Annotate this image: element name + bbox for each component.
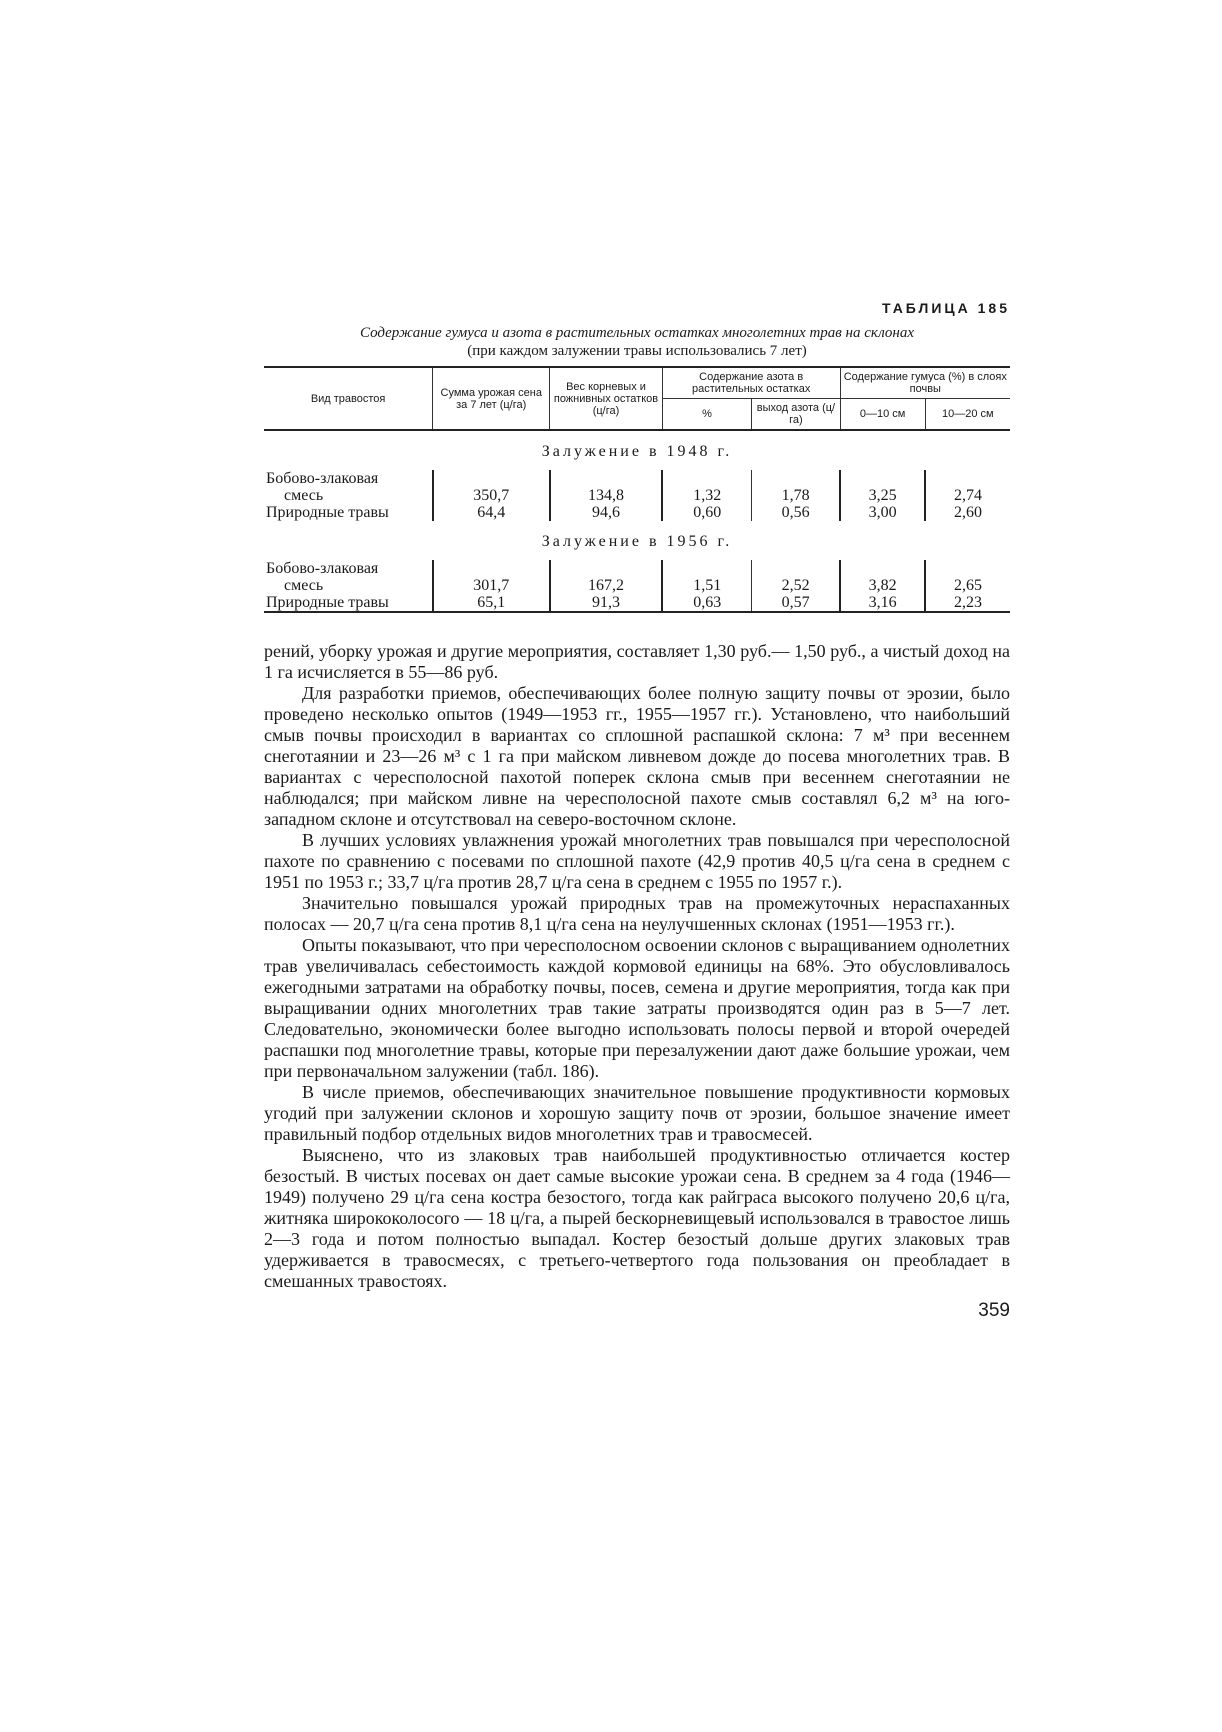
header-stand: Вид травостоя: [264, 367, 433, 430]
table-row: [264, 594, 1010, 612]
paragraph: В лучших условиях увлажнения урожай многолетних трав повышался при чересполосной пахоте по сравнению с посевами по сплошной пахоте (42,9 против 40,5 ц/га сена в среднем с 1951 по 1953 г.; 33,7 ц/га против 28,7 ц/га сена в среднем с 1955 по 1957 г.).: [264, 830, 1010, 892]
header-humus-0-10: 0—10 см: [840, 399, 925, 431]
header-hay-yield: Сумма урожая сена за 7 лет (ц/га): [433, 367, 550, 430]
cell-humus-1: 3,82: [840, 577, 925, 594]
cell-roots: 94,6: [550, 504, 662, 521]
data-table: [264, 366, 1010, 613]
cell-humus-1: 3,16: [840, 594, 925, 612]
cell-hay: 301,7: [433, 577, 550, 594]
cell-humus-2: 2,60: [925, 504, 1010, 521]
cell-hay: 65,1: [433, 594, 550, 612]
cell-n-yield: 0,57: [752, 594, 840, 612]
header-humus-10-20: 10—20 см: [925, 399, 1010, 431]
cell-n-pct: 0,60: [662, 504, 752, 521]
stand-name: Бобово-злаковая: [266, 470, 379, 487]
stand-name-cont: смесь: [284, 577, 324, 594]
stand-name: Природные травы: [266, 504, 389, 521]
section-1956: [264, 521, 1010, 612]
paragraph: Выяснено, что из злаковых трав наибольшей продуктивностью отличается костер безостый. В чистых посевах он дает самые высокие урожаи сена. В среднем за 4 года (1946—1949) получено 29 ц/га сена костра безостого, тогда как райграса высокого получено 20,6 ц/га, житняка ширококолосого — 18 ц/га, а пырей бескорневищевый использовался в травостое лишь 2—3 года и потом полностью выпадал. Костер безостый дольше других злаковых трав удерживается в травосмесях, с третьего-четвертого года пользования он преобладает в смешанных травостоях.: [264, 1145, 1010, 1291]
cell-roots: 134,8: [550, 487, 662, 504]
cell-n-pct: 0,63: [662, 594, 752, 612]
paragraph: Значительно повышался урожай природных трав на промежуточных нераспаханных полосах — 20,7 ц/га сена против 8,1 ц/га сена на неулучшенных склонах (1951—1953 гг.).: [264, 893, 1010, 934]
table-row: [264, 470, 1010, 487]
section-1948: [264, 430, 1010, 521]
cell-roots: 91,3: [550, 594, 662, 612]
cell-n-yield: 0,56: [752, 504, 840, 521]
cell-humus-2: 2,74: [925, 487, 1010, 504]
table-title: Содержание гумуса и азота в растительных остатках многолетних трав на склонах: [359, 325, 915, 341]
stand-name-cont: смесь: [284, 487, 324, 504]
table-subtitle: (при каждом залужении травы использовались 7 лет): [467, 343, 807, 359]
stand-name: Бобово-злаковая: [266, 560, 379, 577]
header-nitrogen-yield: выход азота (ц/га): [752, 399, 840, 431]
cell-n-yield: 2,52: [752, 577, 840, 594]
cell-humus-1: 3,00: [840, 504, 925, 521]
paragraph: В числе приемов, обеспечивающих значительное повышение продуктивности кормовых угодий при залужении склонов и хорошую защиту почв от эрозии, большое значение имеет правильный подбор отдельных видов многолетних трав и травосмесей.: [264, 1082, 1010, 1144]
cell-n-yield: 1,78: [752, 487, 840, 504]
page: [264, 300, 1010, 1322]
paragraph: рений, уборку урожая и другие мероприятия, составляет 1,30 руб.— 1,50 руб., а чистый доход на 1 га исчисляется в 55—86 руб.: [264, 641, 1010, 682]
table-row: [264, 560, 1010, 577]
cell-n-pct: 1,51: [662, 577, 752, 594]
cell-hay: 350,7: [433, 487, 550, 504]
section-title: Залужение в 1948 г.: [541, 443, 733, 460]
paragraph: Для разработки приемов, обеспечивающих более полную защиту почвы от эрозии, было проведено несколько опытов (1949—1953 гг., 1955—1957 гг.). Установлено, что наибольший смыв почвы происходил в вариантах со сплошной распашкой склона: 7 м³ при весеннем снеготаянии и 23—26 м³ с 1 га при майском ливневом дожде до посева многолетних трав. В вариантах с чересполосной пахотой поперек склона смыв при весеннем снеготаянии не наблюдался; при майском ливне на чересполосной пахоте смыв составлял 6,2 м³ на юго-западном склоне и отсутствовал на северо-восточном склоне.: [264, 683, 1010, 829]
table-row: [264, 487, 1010, 504]
stand-name: Природные травы: [264, 594, 433, 612]
cell-humus-2: 2,23: [925, 594, 1010, 612]
header-root-residues: Вес корневых и пожнивных остатков (ц/га): [550, 367, 662, 430]
section-title: Залужение в 1956 г.: [541, 533, 733, 550]
header-humus-group: Содержание гумуса (%) в слоях почвы: [840, 367, 1010, 399]
table-row: [264, 577, 1010, 594]
header-nitrogen-percent: %: [662, 399, 752, 431]
header-nitrogen-group: Содержание азота в растительных остатках: [662, 367, 840, 399]
cell-humus-1: 3,25: [840, 487, 925, 504]
table-number: ТАБЛИЦА 185: [882, 300, 1010, 316]
cell-n-pct: 1,32: [662, 487, 752, 504]
page-number: 359: [978, 1300, 1010, 1321]
cell-hay: 64,4: [433, 504, 550, 521]
cell-roots: 167,2: [550, 577, 662, 594]
body-text: [264, 641, 1010, 1292]
paragraph: Опыты показывают, что при чересполосном освоении склонов с выращиванием однолетних трав увеличивалась себестоимость каждой кормовой единицы на 68%. Это обусловливалось ежегодными затратами на обработку почвы, посев, семена и другие мероприятия, тогда как при выращивании одних многолетних трав такие затраты производятся один раз в 5—7 лет. Следовательно, экономически более выгодно использовать полосы первой и второй очередей распашки под многолетние травы, которые при перезалужении дают даже большие урожаи, чем при первоначальном залужении (табл. 186).: [264, 935, 1010, 1081]
cell-humus-2: 2,65: [925, 577, 1010, 594]
table-row: [264, 504, 1010, 521]
